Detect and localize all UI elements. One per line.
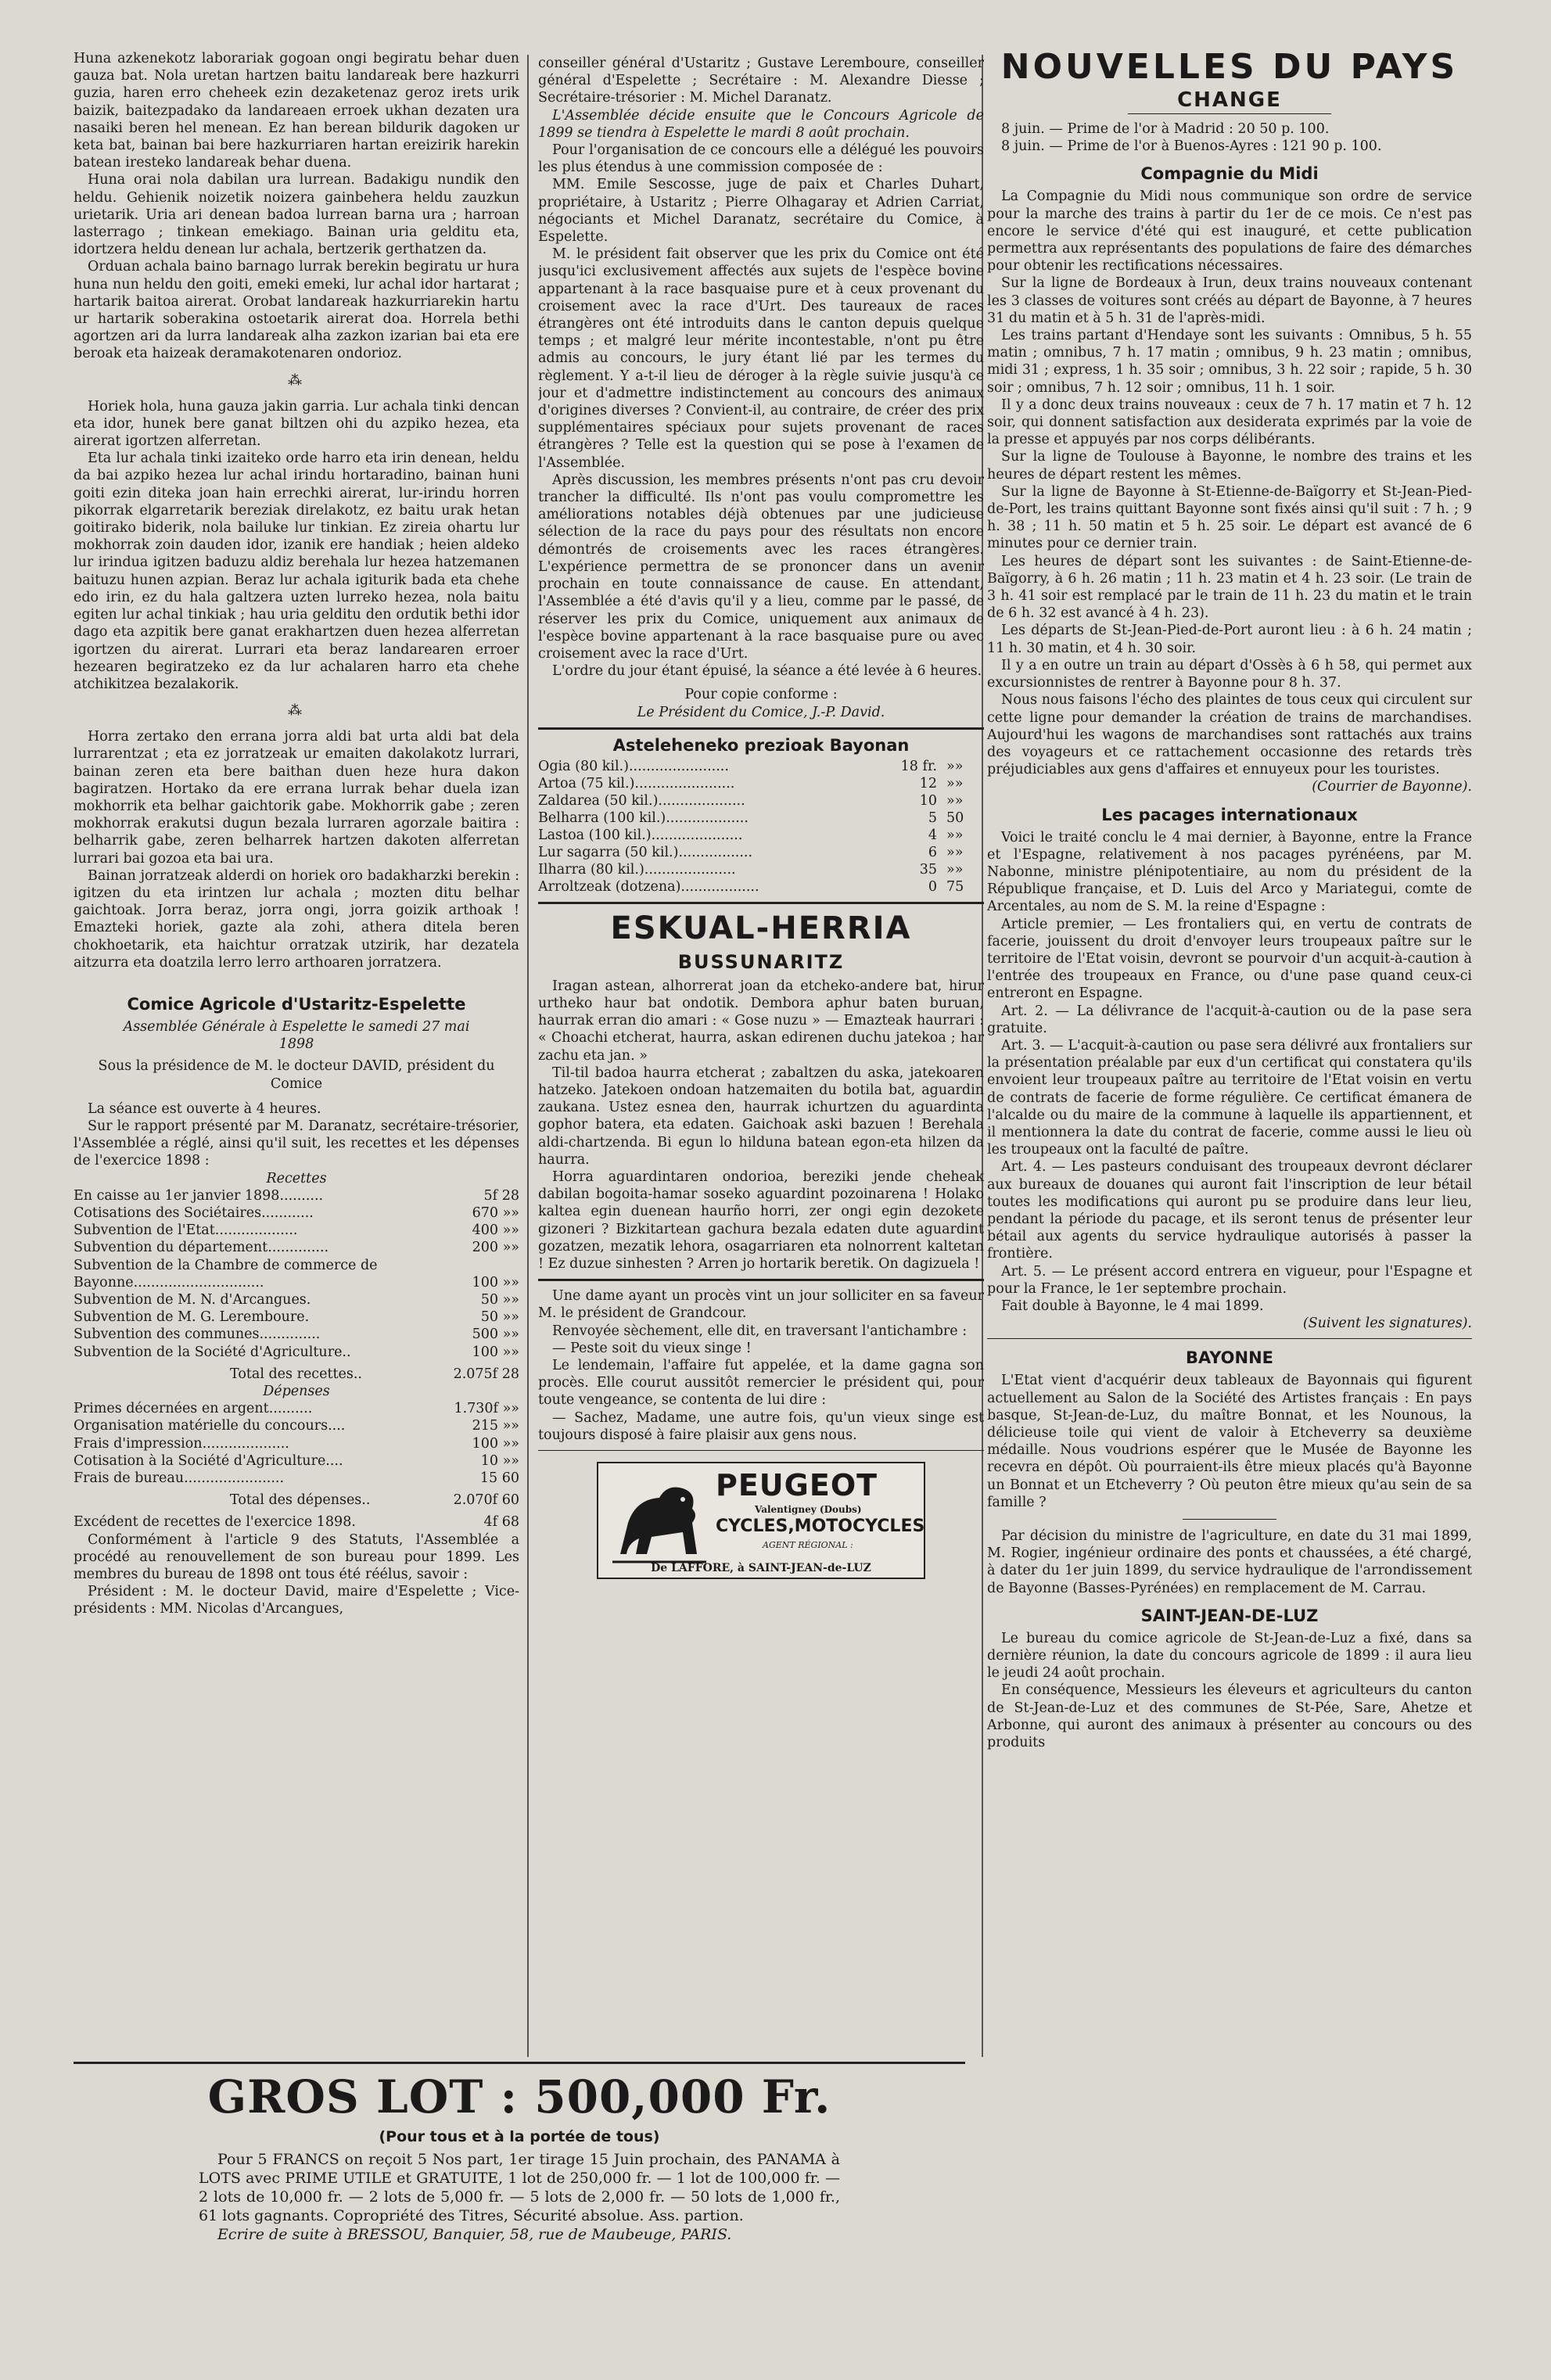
ad-dealer: De LAFFORE, à SAINT-JEAN-de-LUZ [651,1562,871,1574]
price-item: Ogia (80 kil.)....................... [538,758,729,774]
paragraph: Conformément à l'article 9 des Statuts, l'Assemblée a procédé au renouvellement de son bureau pour 1899. Les membres du bureau de 1898 ont tous été réélus, savoir : [74,1531,519,1583]
price-item: Arroltzeak (dotzena).................. [538,878,759,895]
row-label: Subvention de la Chambre de commerce de [74,1257,378,1273]
price-item: Artoa (75 kil.)....................... [538,775,735,792]
copie-line: Pour copie conforme : [684,687,838,703]
section-title: Compagnie du Midi [1140,164,1319,184]
row-value [425,1257,519,1274]
price-amount: 4 [928,827,937,843]
paragraph: Les heures de départ sont les suivantes : de Saint-Etienne-de-Baïgorry, à 6 h. 26 matin ; 11 h. 23 matin et 4 h. 23 soir. (Le train de 3 h. 41 soir est remplacé par le train de 11 h. 23 du matin et le train de 6 h. 32 est avancé à 4 h. 23). [987,553,1472,622]
separator-stars: ⁂ [288,372,305,389]
price-item: Lur sagarra (50 kil.)................. [538,844,753,860]
divider [538,1279,984,1281]
paragraph: Fait double à Bayonne, le 4 mai 1899. [1001,1298,1264,1314]
column-rule [527,55,529,2057]
table-row [74,1417,519,1434]
table-row [74,1222,519,1239]
ad-product: CYCLES,MOTOCYCLES [716,1517,925,1536]
paragraph: conseiller général d'Ustaritz ; Gustave Leremboure, conseiller général d'Espelette ; Secrétaire : M. Alexandre Diesse ; Secrétaire-trésorier : M. Michel Daranatz. [538,56,984,106]
price-item: Belharra (100 kil.)................... [538,809,749,826]
price-unit: »» [946,775,964,792]
row-label: Frais d'impression.................... [74,1435,289,1452]
table-row [74,1435,519,1452]
ad-agent-label: AGENT RÉGIONAL : [763,1540,853,1550]
paragraph: Huna azkenekotz laborariak gogoan ongi begiratu behar duen gauza bat. Nola uretan hartzen baitu landareak bere hazkurri guzia, haren erro cheheek ezin dezaketenaz geroz irets urik baizik, baitezpadako da landareaen erroek ukhan dezaten ura nasaiki beren hel menean. Ez han berean bildurik dagoken ur keta bat, bainan bai bere hazkurriaren hartan ereizirik harekin batean iresteko landareak behar duena. [74,51,519,171]
price-amount: 5 [928,809,937,826]
table-row [74,1452,519,1470]
paragraph: Président : M. le docteur David, maire d'Espelette ; Vice-présidents : MM. Nicolas d'Arcangues, [74,1584,519,1617]
price-unit: »» [946,792,964,809]
table-row [74,1239,519,1256]
price-amount: 6 [928,844,937,860]
section-title: Les pacages internationaux [1101,805,1358,824]
price-row [538,878,984,896]
paragraph: Art. 4. — Les pasteurs conduisant des troupeaux devront déclarer aux bureaux de douanes qui auront fait l'inscription de leur bétail toutes les modifications qui auront pu se produire dans leur lieu, pendant la période du pacage, et ils seront tenus de présenter leur bétail aux agents du service hydraulique autorisés à passer la frontière. [987,1159,1472,1262]
paragraph: Nous nous faisons l'écho des plaintes de tous ceux qui circulent sur cette ligne pour demander la création de trains de marchandises. Aujourd'hui les wagons de marchandises sont rattachés aux trains des voyageurs et ce rattachement occasionne des retards très préjudiciables aux gens d'affaires et ennuyeux pour les touristes. [987,692,1472,778]
gros-lot-subtitle: (Pour tous et à la portée de tous) [379,2128,660,2145]
depenses-label: Dépenses [263,1384,330,1400]
paragraph: Les trains partant d'Hendaye sont les suivants : Omnibus, 5 h. 55 matin ; omnibus, 7 h. 17 matin ; omnibus, 9 h. 23 matin ; omnibus, midi 31 ; express, 1 h. 35 soir ; omnibus, 3 h. 22 soir ; rapide, 5 h. 30 soir ; omnibus, 7 h. 12 soir ; omnibus, 11 h. 1 soir. [987,328,1472,396]
lion-logo-icon [605,1468,714,1574]
row-label: En caisse au 1er janvier 1898.......... [74,1187,324,1204]
row-label: Frais de bureau....................... [74,1470,285,1487]
paragraph: 8 juin. — Prime de l'or à Madrid : 20 50 p. 100. [1001,121,1330,137]
prices-table [538,758,984,896]
paragraph: Les départs de St-Jean-Pied-de-Port auront lieu : à 6 h. 24 matin ; 11 h. 30 matin, et 4 h. 30 soir. [987,623,1472,656]
assembly-line: Assemblée Générale à Espelette le samedi 27 mai 1898 [123,1018,470,1053]
divider [538,902,984,904]
row-value: 100 »» [472,1274,519,1291]
paragraph: L'Etat vient d'acquérir deux tableaux de Bayonnais qui figurent actuellement au Salon de la Société des Artistes français : En pays basque, St-Jean-de-Luz, du maître Bonnat, et les Nounous, la délicieuse toile qui vient de valoir à Etcheverry sa deuxième médaille. Nous voudrions espérer que le Musée de Bayonne les recevra en dépôt. Où pourraient-ils être mieux placés qu'à Bayonne un Bonnat et un Etcheverry ? Où peuton être mieux qu'au sein de sa famille ? [987,1373,1472,1510]
row-label: Subvention de la Société d'Agriculture.. [74,1344,351,1360]
signature: Le Président du Comice, J.-P. David. [637,704,885,720]
paragraph: Après discussion, les membres présents n'ont pas cru devoir trancher la difficulté. Ils n'ont pas voulu compromettre les améliorations notables déjà obtenues par une judicieuse sélection de la race du pays pour des résultats non encore démontrés de croisements avec les races étrangères. L'expérience permettra de se prononcer dans un avenir prochain en toute connaissance de cause. En attendant, l'Assemblée a été d'avis qu'il y a lieu, comme par le passé, de réserver les prix du Comice, uniquement aux animaux de l'espèce bovine appartenant à la race basquaise pure ou avec croisement avec la race d'Urt. [538,472,984,662]
section-title: BAYONNE [1185,1348,1274,1368]
price-amount: 0 [928,878,937,895]
divider [538,727,984,730]
paragraph: Eta lur achala tinki izaiteko orde harro eta irin denean, heldu da bai azpiko hezea lur achal irindu hortaradino, bainan huni goiti ezin diteka joan hain errechki airerat, lur-irindu horren pikorrak elgarretarik bereziak direlakotz, ez baitu urak hetan goitirako biderik, nola bailuke lur tinkian. Ez zireia ohartu lur mokhorrak zoin dauden idor, izanik ere handiak ; heien aldeko lur irindua igitzen baduzu aldiz berehala lur hezea hatzemanen baituzu hunen azpian. Beraz lur achala igiturik bada eta chehe edo irin, ez du hala galtzera uzten lurreko hezea, nola baitu egiten lur achal tinkiak ; hau uria gelditu den ordutik bethi idor dago eta azpitik bere ganat erakhartzen duen hezea alferretan igortzen du airerat. Lurrari eta beraz landarearen erroer hezearen begiratzeko ez da lur achalaren harro eta chehe atchikitzea bezalakorik. [74,451,519,692]
row-value: 1.730f »» [454,1401,519,1417]
table-row [74,1308,519,1326]
separator-stars: ⁂ [288,702,305,720]
section-title: Comice Agricole d'Ustaritz-Espelette [127,994,466,1014]
table-row [74,1274,519,1291]
paragraph: Sur le rapport présenté par M. Daranatz, secrétaire-trésorier, l'Assemblée a réglé, ainsi qu'il suit, les recettes et les dépenses de l'exercice 1898 : [74,1118,519,1169]
divider [1128,113,1331,114]
row-value: 200 »» [472,1240,519,1256]
eskual-herria-title: ESKUAL-HERRIA [610,910,912,946]
paragraph: Il y a donc deux trains nouveaux : ceux de 7 h. 17 matin et 7 h. 12 soir, qui donnent satisfaction aux desiderata exprimés par la voie de la presse et appuyés par nos corps délibérants. [987,397,1472,448]
row-value: 100 »» [472,1435,519,1452]
paragraph: 8 juin. — Prime de l'or à Buenos-Ayres : 121 90 p. 100. [1001,138,1382,155]
paragraph: L'ordre du jour étant épuisé, la séance a été levée à 6 heures. [552,663,982,680]
price-row [538,792,984,809]
gros-lot-advertisement [74,2055,965,2244]
paragraph: M. le président fait observer que les prix du Comice ont été jusqu'ici exclusivement affectés aux sujets de l'espèce bovine appartenant à la race basquaise pure et à ceux provenant du croisement avec la race d'Urt. Des taureaux de races étrangères ont été introduits dans le canton depuis quelque temps ; et malgré leur mérite incontestable, n'ont pu être admis au concours, le jury étant lié par les termes du règlement. Y a-t-il lieu de déroger à la règle suivie jusqu'à ce jour et d'admettre indistinctement au concours des animaux d'origines diverses ? Convient-il, au contraire, de créer des prix supplémentaires spéciaux pour sujets provenant de races étrangères ? Telle est la question qui se pose à l'examen de l'Assemblée. [538,246,984,471]
row-value: 500 »» [472,1326,519,1343]
paragraph: La séance est ouverte à 4 heures. [88,1100,321,1117]
nouvelles-title: NOUVELLES DU PAYS [1000,47,1459,87]
price-row [538,758,984,775]
bussunaritz-title: BUSSUNARITZ [677,950,845,973]
paragraph: Le lendemain, l'affaire fut appelée, et la dame gagna son procès. Elle courut aussitôt remercier le président qui, pour toute vengeance, se contenta de lui dire : [538,1357,984,1409]
paragraph: Sur la ligne de Bordeaux à Irun, deux trains nouveaux contenant les 3 classes de voitures sont créés au départ de Bayonne, à 7 heures 31 du matin et à 5 h. 31 de l'après-midi. [987,275,1472,326]
price-unit: »» [946,844,964,860]
price-item: Ilharra (80 kil.)..................... [538,861,736,878]
paragraph: Le bureau du comice agricole de St-Jean-de-Luz a fixé, dans sa dernière réunion, la date du concours agricole de 1899 : il aura lieu le jeudi 24 août prochain. [987,1630,1472,1682]
row-value: 100 »» [472,1344,519,1360]
table-row [74,1204,519,1222]
table-row [74,1326,519,1343]
price-amount: 10 [919,792,937,809]
paragraph: La Compagnie du Midi nous communique son ordre de service pour la marche des trains à partir du 1er de ce mois. Ce n'est pas encore le service d'été qui est inauguré, et cette publication permettra aux représentants des populations de faire des démarches pour obtenir les rectifications nécessaires. [987,188,1472,275]
paragraph: — Peste soit du vieux singe ! [552,1340,752,1356]
paragraph: Horra zertako den errana jorra aldi bat urta aldi bat dela lurrarentzat ; eta ez jorratzeak ur emaiten dakolakotz lurrari, bainan zeren eta bere baithan duen heze hura dakon bagiratzen. Hortako da ere errana lurrak behar duela izan mokhorrik eta belhar gaichtorik gabe. Mokhorrik gabe ; zeren mokhorrak erakutsi dugun bezala lurraren agorzale baitira : belharrik gabe, zeren belharrek hartzen dakoten alferretan lurrari bai gozoa eta bai ura. [74,729,519,867]
table-row [74,1344,519,1361]
price-unit: 75 [946,878,964,895]
row-label: Subvention du département.............. [74,1240,329,1256]
divider [987,1338,1472,1339]
price-amount: 12 [919,775,937,792]
row-value: 10 »» [480,1452,519,1469]
row-label: Cotisations des Sociétaires............ [74,1204,314,1221]
row-label: Subvention des communes.............. [74,1326,321,1343]
section-title: SAINT-JEAN-DE-LUZ [1140,1606,1319,1625]
paragraph: Pour l'organisation de ce concours elle a délégué les pouvoirs les plus étendus à une commission composée de : [538,142,984,176]
paragraph: Horra aguardintaren ondorioa, bereziki jende cheheak dabilan bogoita-hamar soseko aguardint pozoinarena ! Holako kaltea egin duenean haurño horri, zer ongi egin dezokete gizoneri ? Bizkitartean gachura bezala edaten dute aguardint gozatzen, mezatik lehora, osagarriaren eta nolnorrent kaltetan ! Ez duzue sinhesten ? Arren jo hortarik beretik. On dagizuela ! [538,1168,984,1272]
recettes-table [74,1187,519,1361]
total-depenses: Total des dépenses.. 2.070f 60 [230,1492,519,1509]
price-unit: »» [946,827,964,843]
paragraph: MM. Emile Sescosse, juge de paix et Charles Duhart, propriétaire, à Ustaritz ; Pierre Olhagaray et Adrien Carriat, négociants et Michel Daranatz, secrétaire du Comice, à Espelette. [538,177,984,246]
paragraph: Une dame ayant un procès vint un jour solliciter en sa faveur M. le président de Grandcour. [538,1288,984,1322]
row-label: Cotisation à la Société d'Agriculture.... [74,1452,343,1469]
table-row [74,1400,519,1417]
peugeot-advertisement [597,1462,925,1579]
paragraph: — Sachez, Madame, une autre fois, qu'un vieux singe est toujours disposé à faire plaisir aux gens nous. [538,1409,984,1443]
price-amount: 35 [919,861,937,878]
paragraph: Renvoyée sèchement, elle dit, en traversant l'antichambre : [552,1323,968,1339]
price-row [538,844,984,861]
column-3 [987,47,1472,1751]
recettes-label: Recettes [266,1170,327,1186]
price-unit: »» [946,861,964,878]
price-row [538,775,984,792]
row-value: 670 »» [472,1204,519,1221]
row-value: 400 »» [472,1222,519,1239]
price-amount: 18 fr. [900,758,937,774]
divider [74,2062,965,2064]
price-row [538,861,984,878]
column-1 [74,50,519,1618]
paragraph: Il y a en outre un train au départ d'Ossès à 6 h 58, qui permet aux excursionnistes de rentrer à Bayonne pour 8 h. 37. [987,657,1472,691]
signatures-note: (Suivent les signatures). [1302,1316,1472,1332]
paragraph: Article premier, — Les frontaliers qui, en vertu de contrats de facerie, jouissent du droit d'envoyer leurs troupeaux paître sur le territoire de l'Etat voisin, devront se pourvoir d'un acquit-à-caution à l'entrée des troupeaux en France, ou d'une pase quand ceux-ci entreront en Espagne. [987,916,1472,1002]
table-row [74,1257,519,1274]
price-row [538,809,984,827]
paragraph: Iragan astean, alhorrerat joan da etcheko-andere bat, hirur urtheko haur bat ondotik. Dembora aphur baten buruan, haurrak erran dio amari : « Gose nuzu » — Emazteak haurrari : « Choachi etcherat, haurra, askan edirenen duchu jatekoa ; har zachu eta jan. » [538,978,984,1064]
row-label: Subvention de l'Etat................... [74,1222,298,1239]
paragraph: Art. 5. — Le présent accord entrera en vigueur, pour l'Espagne et pour la France, le 1er septembre prochain. [987,1263,1472,1297]
paragraph: Voici le traité conclu le 4 mai dernier, à Bayonne, entre la France et l'Espagne, relativement à nos pacages pyrénéens, par M. Nabonne, ministre plénipotentiaire, au nom du président de la République française, et D. Luis del Arco y Mariategui, comte de Arcentales, au nom de S. M. la reine d'Espagne : [987,829,1472,915]
row-label: Primes décernées en argent.......... [74,1401,313,1417]
row-label: Bayonne.............................. [74,1274,264,1291]
excedent: Excédent de recettes de l'exercice 1898. 4f 68 [74,1514,519,1531]
row-value: 5f 28 [483,1187,519,1204]
row-value: 50 »» [480,1309,519,1326]
presided-line: Sous la présidence de M. le docteur DAVID, président du Comice [98,1058,495,1092]
price-unit: 50 [946,809,964,826]
change-title: CHANGE [1177,88,1282,112]
paragraph: Sur la ligne de Bayonne à St-Etienne-de-Baïgorry et St-Jean-Pied-de-Port, les trains quittant Bayonne sont fixés ainsi qu'il suit : 7 h. ; 9 h. 38 ; 11 h. 50 matin et 5 h. 25 soir. Le départ est avancé de 6 minutes pour ce dernier train. [987,483,1472,552]
total-recettes: Total des recettes.. 2.075f 28 [230,1366,519,1382]
row-label: Subvention de M. N. d'Arcangues. [74,1292,311,1308]
row-value: 15 60 [479,1470,519,1487]
paragraph: Huna orai nola dabilan ura lurrean. Badakigu nundik den heldu. Gehienik noizetik noizera gainbehera heldu zauzkun urietarik. Uria ari denean badoa lurrean barna ura ; harroan lasterrago ; tinkean emekiago. Bainan uria gelditu eta, idortzera heldu denean lur achala, bertzerik gerthatzen da. [74,172,519,258]
price-unit: »» [946,758,964,774]
table-row [74,1187,519,1204]
paragraph: Horiek hola, huna gauza jakin garria. Lur achala tinki dencan eta idor, hunek bere ganat biltzen ohi du azpiko hezea, eta airerat igortzen alferretan. [74,398,519,450]
paragraph: Art. 3. — L'acquit-à-caution ou pase sera délivré aux frontaliers sur la présentation préalable par eux d'un certificat qui constatera qu'ils envoient leur troupeaux paître au territoire de l'Etat voisin en vertu de contrats de facerie de forme régulière. Ce certificat émanera de l'alcalde ou du maire de la commune à laquelle ils appartiennent, et il mentionnera la date du contrat de facerie, comme aussi le lieu où les troupeaux ont la faculté de paître. [987,1037,1472,1158]
paragraph: Sur la ligne de Toulouse à Bayonne, le nombre des trains et les heures de départ restent les mêmes. [987,449,1472,483]
paragraph: Bainan jorratzeak alderdi on horiek oro badakharzki berekin : igitzen du eta irintzen lur achala ; mozten ditu belhar gaichtoak. Jorra beraz, jorra ongi, jorra goizik arthoak ! Emazteki horiek, gazte ala zohi, athera ditela beren chokhoetarik, eta haichtur orratzak utzirik, har dezatela aitzurra eta doatzila lerro lerro arthoaren jorratzera. [74,867,519,971]
row-label: Subvention de M. G. Leremboure. [74,1309,310,1326]
gros-lot-title: GROS LOT : 500,000 Fr. [207,2070,831,2123]
paragraph: Til-til badoa haurra etcherat ; zabaltzen du aska, jatekoaren hatzeko. Jatekoen ondoan hatzemaiten du botila bat, aguardin zaukana. Ustez esnea den, haurrak ichurtzen du aguardinta gophor batera, eta edaten. Gaichoak aski bazuen ! Berehala aldi-chartzenda. Bi egun lo hilduna batean egon-eta hilzen da haurra. [538,1064,984,1168]
price-row [538,827,984,844]
gros-lot-address: Ecrire de suite à BRESSOU, Banquier, 58, rue de Maubeuge, PARIS. [217,2226,732,2243]
divider [538,1450,984,1451]
depenses-table [74,1400,519,1487]
divider [1183,1519,1276,1520]
paragraph: L'Assemblée décide ensuite que le Concours Agricole de 1899 se tiendra à Espelette le mardi 8 août prochain. [538,107,984,141]
ad-brand: PEUGEOT [716,1468,878,1502]
paragraph: Art. 2. — La délivrance de l'acquit-à-caution ou de la pase sera gratuite. [987,1003,1472,1036]
row-label: Organisation matérielle du concours.... [74,1418,346,1434]
table-row [74,1470,519,1487]
prices-title: Asteleheneko prezioak Bayonan [612,735,910,755]
price-item: Zaldarea (50 kil.).................... [538,792,745,809]
row-value: 50 »» [480,1292,519,1308]
paragraph: Orduan achala baino barnago lurrak berekin begiratu ur hura huna nun heldu den goiti, emeki emeki, lur achal idor hartarat ; hartarik baitoa airerat. Orobat landareak hazkurriarekin hartu ur hartarik soberakina ostoetarik airerat doa. Horrela bethi agortzen ari da lurra landareak alha zazkon izarian bai eta ere beroak eta haizeak deramakotenaren ondorioz. [74,259,519,362]
row-value: 215 »» [472,1418,519,1434]
ad-location: Valentigney (Doubs) [755,1504,862,1515]
paragraph: En conséquence, Messieurs les éleveurs et agriculteurs du canton de St-Jean-de-Luz et des communes de St-Pée, Sare, Ahetze et Arbonne, qui auront des animaux à présenter au concours ou des produits [987,1682,1472,1751]
price-item: Lastoa (100 kil.)..................... [538,827,743,843]
table-row [74,1291,519,1308]
column-2 [538,55,984,1590]
paragraph: Par décision du ministre de l'agriculture, en date du 31 mai 1899, M. Rogier, ingénieur ordinaire des ponts et chaussées, a été chargé, à dater du 1er juin 1899, du service hydraulique de l'arrondissement de Bayonne (Basses-Pyrénées) en remplacement de M. Carrau. [987,1528,1472,1596]
gros-lot-body: Pour 5 FRANCS on reçoit 5 Nos part, 1er tirage 15 Juin prochain, des PANAMA à LOTS avec PRIME UTILE et GRATUITE, 1 lot de 250,000 fr. — 1 lot de 100,000 fr. — 2 lots de 10,000 fr. — 2 lots de 5,000 fr. — 5 lots de 2,000 fr. — 50 lots de 1,000 fr., 61 lots gagnants. Copropriété des Titres, Sécurité absolue. Ass. partion. [199,2151,840,2224]
source-credit: (Courrier de Bayonne). [1312,779,1472,795]
